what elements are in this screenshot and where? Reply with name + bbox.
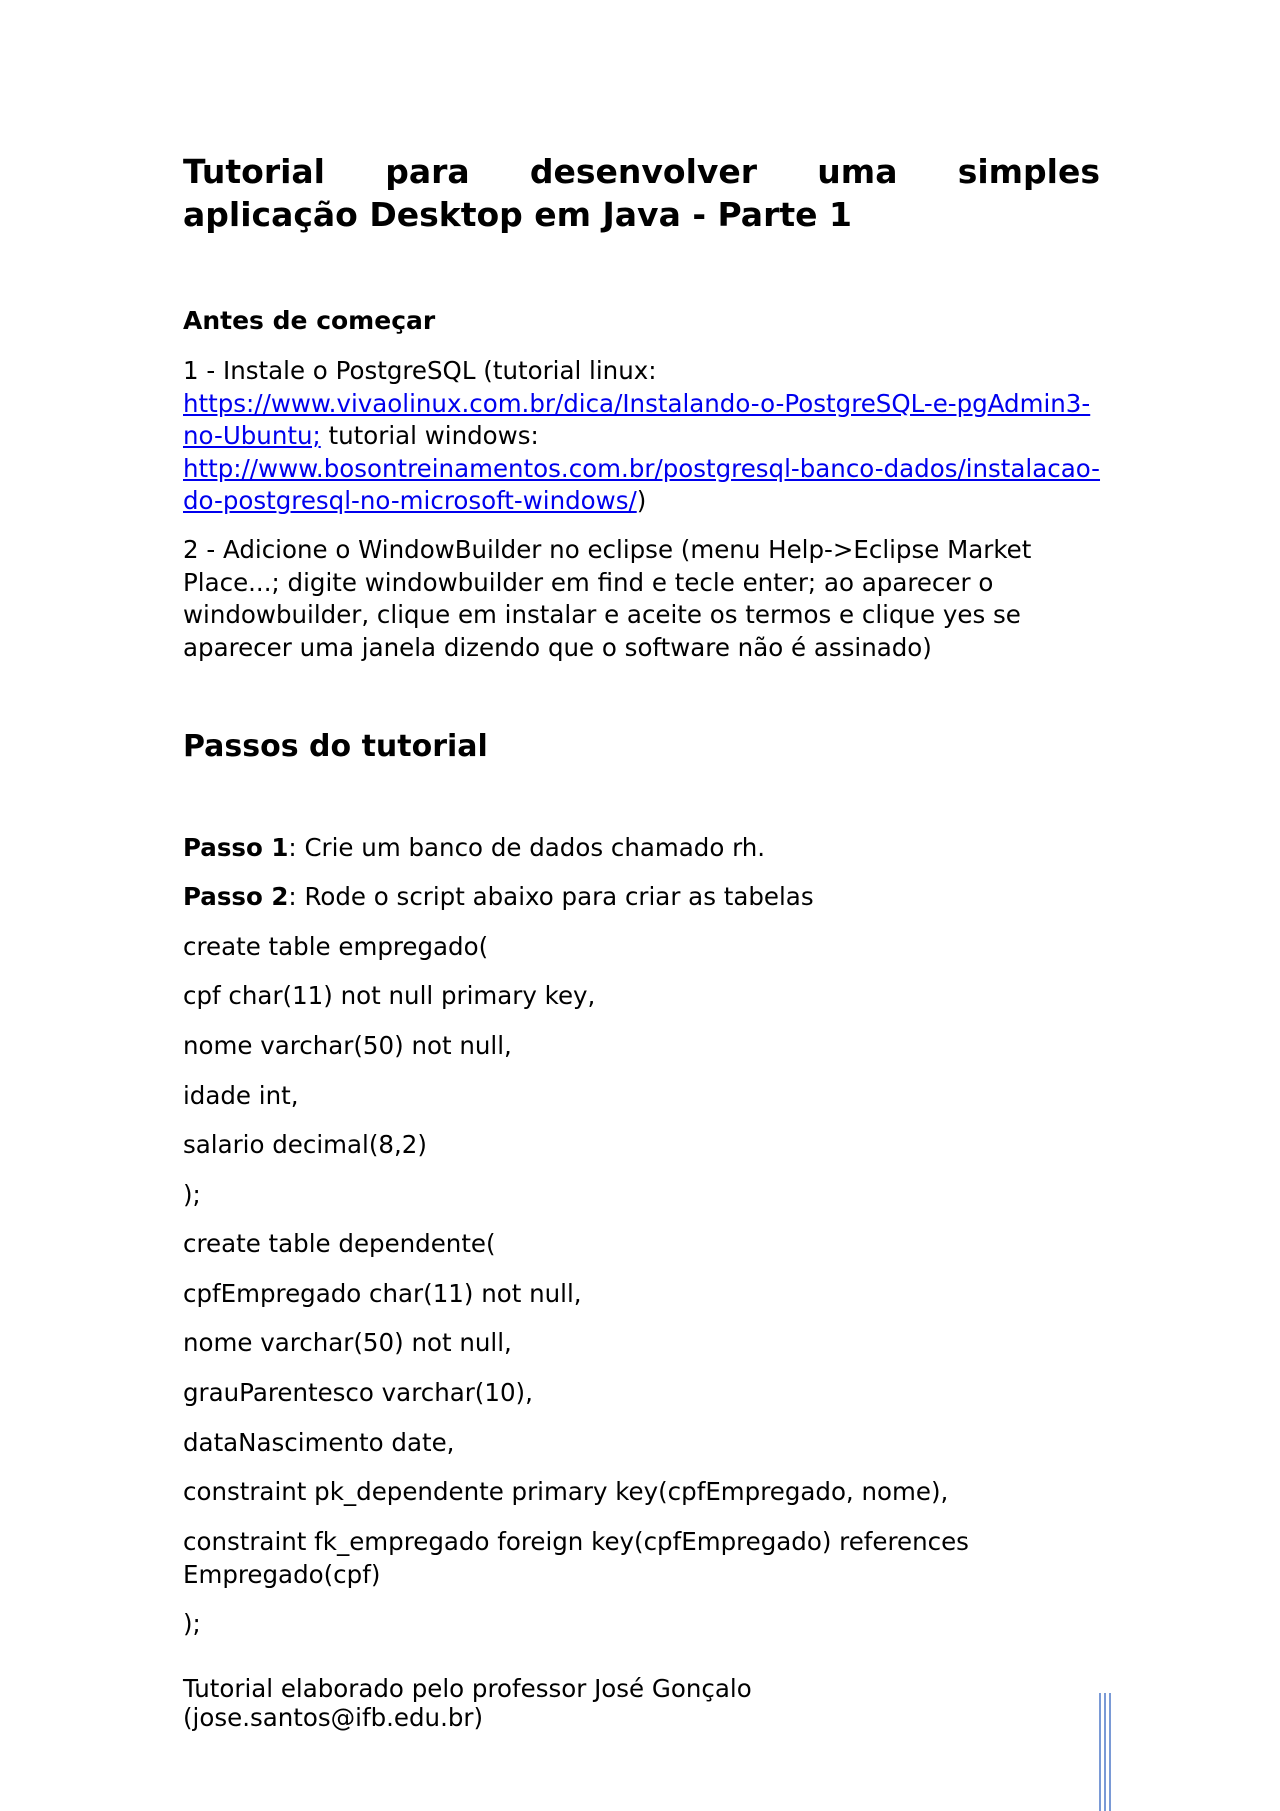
install-postgres-middle: tutorial windows: [320,421,539,450]
script-line: create table dependente( [183,1229,496,1258]
script-line: cpf char(11) not null primary key, [183,981,596,1010]
script-line: ); [183,1180,201,1209]
script-line: create table empregado( [183,932,489,961]
step-1 [183,832,765,865]
margin-rule-middle [1104,1693,1106,1811]
script-line: salario decimal(8,2) [183,1130,427,1159]
margin-rule-left [1099,1693,1101,1811]
step-2 [183,881,814,914]
script-line: cpfEmpregado char(11) not null, [183,1279,582,1308]
document-title [183,150,1100,236]
script-line: nome varchar(50) not null, [183,1328,512,1357]
footer-credit [183,1674,752,1732]
script-line: dataNascimento date, [183,1428,455,1457]
script-line: idade int, [183,1081,299,1110]
footer-author: Tutorial elaborado pelo professor José Gonçalo [183,1674,752,1703]
script-line: ); [183,1609,201,1638]
script-line: nome varchar(50) not null, [183,1031,512,1060]
install-postgres-prefix: 1 - Instale o PostgreSQL (tutorial linux: [183,356,657,385]
linux-tutorial-link[interactable]: https://www.vivaolinux.com.br/dica/Instalando-o-PostgreSQL-e-pgAdmin3-no-Ubuntu; [183,388,1091,450]
antes-heading: Antes de começar [183,306,436,335]
document-page [183,150,1101,1732]
script-line: constraint fk_empregado foreign key(cpfEmpregado) references Empregado(cpf) [183,1527,969,1589]
passos-heading: Passos do tutorial [183,729,488,764]
document-title-line-2: aplicação Desktop em Java - Parte 1 [183,195,852,234]
windowbuilder-paragraph: 2 - Adicione o WindowBuilder no eclipse (menu Help->Eclipse Market Place...; digite windowbuilder em find e tecle enter; ao aparecer o windowbuilder, clique em instalar e aceite os termos e clique yes se aparecer uma janela dizendo que o software não é assinado) [183,535,1032,662]
script-line: grauParentesco varchar(10), [183,1378,533,1407]
step-2-label: Passo 2 [183,882,289,911]
document-title-line-1: Tutorial para desenvolver uma simples [183,152,1100,191]
margin-rule-right [1109,1693,1111,1811]
script-line: constraint pk_dependente primary key(cpfEmpregado, nome), [183,1477,949,1506]
step-2-text: : Rode o script abaixo para criar as tabelas [288,882,814,911]
install-postgres-suffix: ) [636,486,647,515]
footer-email: (jose.santos@ifb.edu.br) [183,1703,484,1732]
install-postgres-paragraph [183,355,1100,518]
step-1-label: Passo 1 [183,833,289,862]
step-1-text: : Crie um banco de dados chamado rh. [288,833,766,862]
windows-tutorial-link[interactable]: http://www.bosontreinamentos.com.br/postgresql-banco-dados/instalacao-do-postgresql-no-microsoft-windows/ [183,453,1101,515]
